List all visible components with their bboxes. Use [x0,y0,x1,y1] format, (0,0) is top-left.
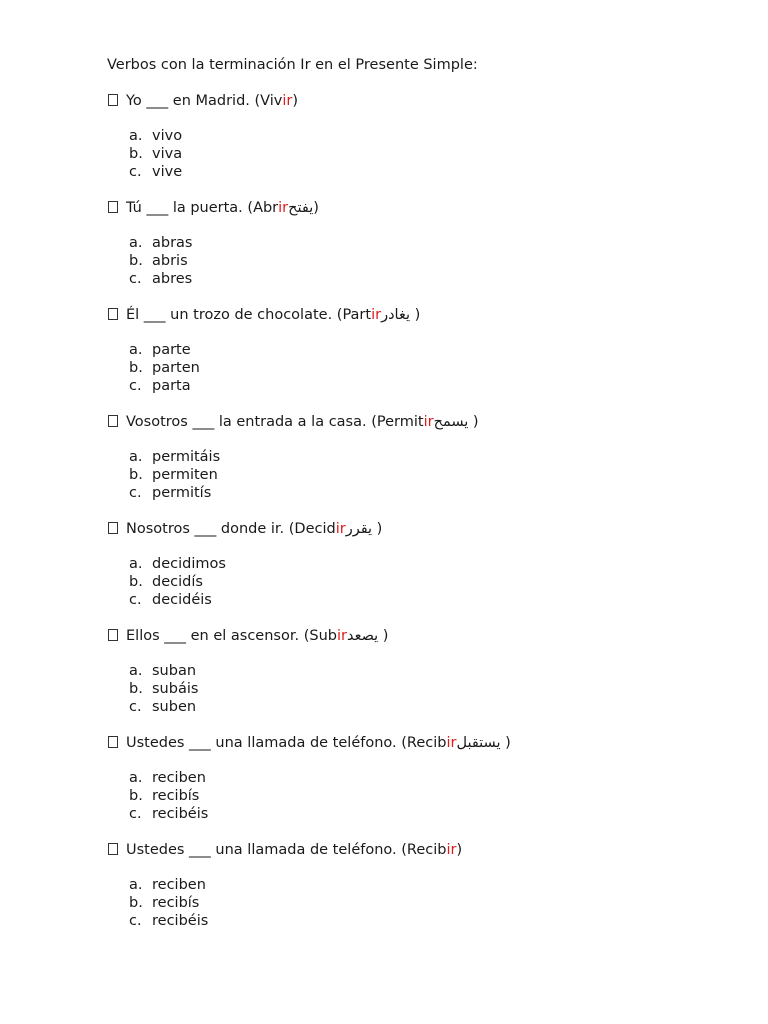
answer-option [129,591,727,609]
verb-stem: Recib [406,842,447,858]
option-text: subáis [152,681,199,697]
question-sentence: Yo ___ en Madrid. ( [126,93,261,109]
answer-options [107,341,727,395]
square-bullet-icon [108,94,118,106]
option-letter: a. [129,556,143,572]
verb-stem: Decid [294,521,336,537]
answer-options [107,448,727,502]
closing-paren: ) [313,200,319,216]
option-text: parta [152,378,191,394]
verb-ending: ir [371,307,382,323]
answer-option [129,680,727,698]
question-prompt [107,412,727,432]
arabic-translation: يصعد [346,628,379,644]
option-text: recibís [152,895,200,911]
arabic-translation: يفتح [288,200,314,216]
question-sentence: Tú ___ la puerta. ( [126,200,254,216]
answer-option [129,270,727,288]
verb-stem: Abr [253,200,279,216]
verb-ending: ir [446,735,457,751]
answer-option [129,377,727,395]
closing-paren: ) [372,521,383,537]
option-text: abras [152,235,193,251]
answer-option [129,252,727,270]
question-item [107,626,727,716]
option-text: vive [152,164,183,180]
option-letter: c. [129,378,142,394]
option-text: vivo [152,128,183,144]
option-letter: b. [129,895,143,911]
arabic-translation: يقرر [345,521,373,537]
option-text: decidimos [152,556,226,572]
answer-option [129,769,727,787]
answer-option [129,145,727,163]
option-text: decidís [152,574,203,590]
arabic-translation: يستقبل [456,735,501,751]
question-item [107,198,727,288]
square-bullet-icon [108,415,118,427]
question-sentence: Vosotros ___ la entrada a la casa. ( [126,414,377,430]
option-text: reciben [152,877,206,893]
question-item [107,91,727,181]
option-letter: c. [129,485,142,501]
question-sentence: Nosotros ___ donde ir. ( [126,521,295,537]
answer-options [107,769,727,823]
closing-paren: ) [500,735,511,751]
option-letter: b. [129,574,143,590]
square-bullet-icon [108,629,118,641]
answer-options [107,662,727,716]
answer-option [129,787,727,805]
square-bullet-icon [108,843,118,855]
option-text: recibéis [152,806,209,822]
answer-options [107,234,727,288]
question-item [107,840,727,930]
option-letter: c. [129,164,142,180]
question-item [107,519,727,609]
option-letter: a. [129,877,143,893]
answer-option [129,484,727,502]
option-text: permitís [152,485,212,501]
option-text: abris [152,253,188,269]
answer-option [129,359,727,377]
verb-stem: Part [342,307,372,323]
verb-ending: ir [278,200,289,216]
option-text: recibís [152,788,200,804]
option-letter: b. [129,788,143,804]
question-prompt [107,198,727,218]
closing-paren: ) [410,307,421,323]
verb-stem: Permit [376,414,424,430]
answer-option [129,805,727,823]
question-sentence: Ustedes ___ una llamada de teléfono. ( [126,735,407,751]
closing-paren: ) [292,93,299,109]
option-letter: b. [129,467,143,483]
question-prompt [107,840,727,860]
arabic-translation: يسمح [433,414,469,430]
answer-options [107,876,727,930]
answer-option [129,341,727,359]
option-letter: b. [129,146,143,162]
question-prompt [107,733,727,753]
arabic-translation: يغادر [381,307,410,323]
question-prompt [107,91,727,111]
answer-option [129,127,727,145]
question-prompt [107,519,727,539]
question-item [107,305,727,395]
option-letter: b. [129,681,143,697]
answer-option [129,555,727,573]
document-title: Verbos con la terminación Ir en el Presente Simple: [107,57,478,73]
option-letter: a. [129,663,143,679]
closing-paren: ) [456,842,463,858]
answer-option [129,662,727,680]
option-letter: a. [129,770,143,786]
answer-option [129,448,727,466]
answer-options [107,555,727,609]
answer-option [129,894,727,912]
option-text: reciben [152,770,206,786]
option-letter: c. [129,271,142,287]
closing-paren: ) [468,414,479,430]
option-letter: b. [129,360,143,376]
question-sentence: Ustedes ___ una llamada de teléfono. ( [126,842,407,858]
question-sentence: Ellos ___ en el ascensor. ( [126,628,310,644]
option-text: viva [152,146,183,162]
verb-ending: ir [446,842,457,858]
closing-paren: ) [378,628,389,644]
question-item [107,733,727,823]
option-letter: c. [129,592,142,608]
verb-stem: Sub [309,628,337,644]
answer-option [129,912,727,930]
answer-option [129,466,727,484]
document-page [107,55,727,947]
verb-ending: ir [336,628,347,644]
answer-option [129,876,727,894]
option-letter: a. [129,342,143,358]
option-text: permitáis [152,449,221,465]
option-letter: a. [129,128,143,144]
verb-stem: Viv [260,93,283,109]
option-letter: b. [129,253,143,269]
option-text: parte [152,342,191,358]
option-text: suban [152,663,197,679]
answer-option [129,234,727,252]
question-sentence: Él ___ un trozo de chocolate. ( [126,307,343,323]
question-list [107,91,727,930]
option-letter: c. [129,699,142,715]
square-bullet-icon [108,201,118,213]
square-bullet-icon [108,522,118,534]
verb-ending: ir [423,414,434,430]
option-text: decidéis [152,592,212,608]
option-letter: a. [129,235,143,251]
option-text: suben [152,699,197,715]
question-prompt [107,626,727,646]
option-text: recibéis [152,913,209,929]
option-text: abres [152,271,193,287]
option-letter: c. [129,913,142,929]
square-bullet-icon [108,736,118,748]
verb-ending: ir [335,521,346,537]
question-prompt [107,305,727,325]
option-text: parten [152,360,200,376]
option-letter: a. [129,449,143,465]
square-bullet-icon [108,308,118,320]
answer-option [129,698,727,716]
answer-options [107,127,727,181]
option-letter: c. [129,806,142,822]
answer-option [129,573,727,591]
option-text: permiten [152,467,218,483]
verb-ending: ir [282,93,293,109]
question-item [107,412,727,502]
verb-stem: Recib [406,735,447,751]
answer-option [129,163,727,181]
